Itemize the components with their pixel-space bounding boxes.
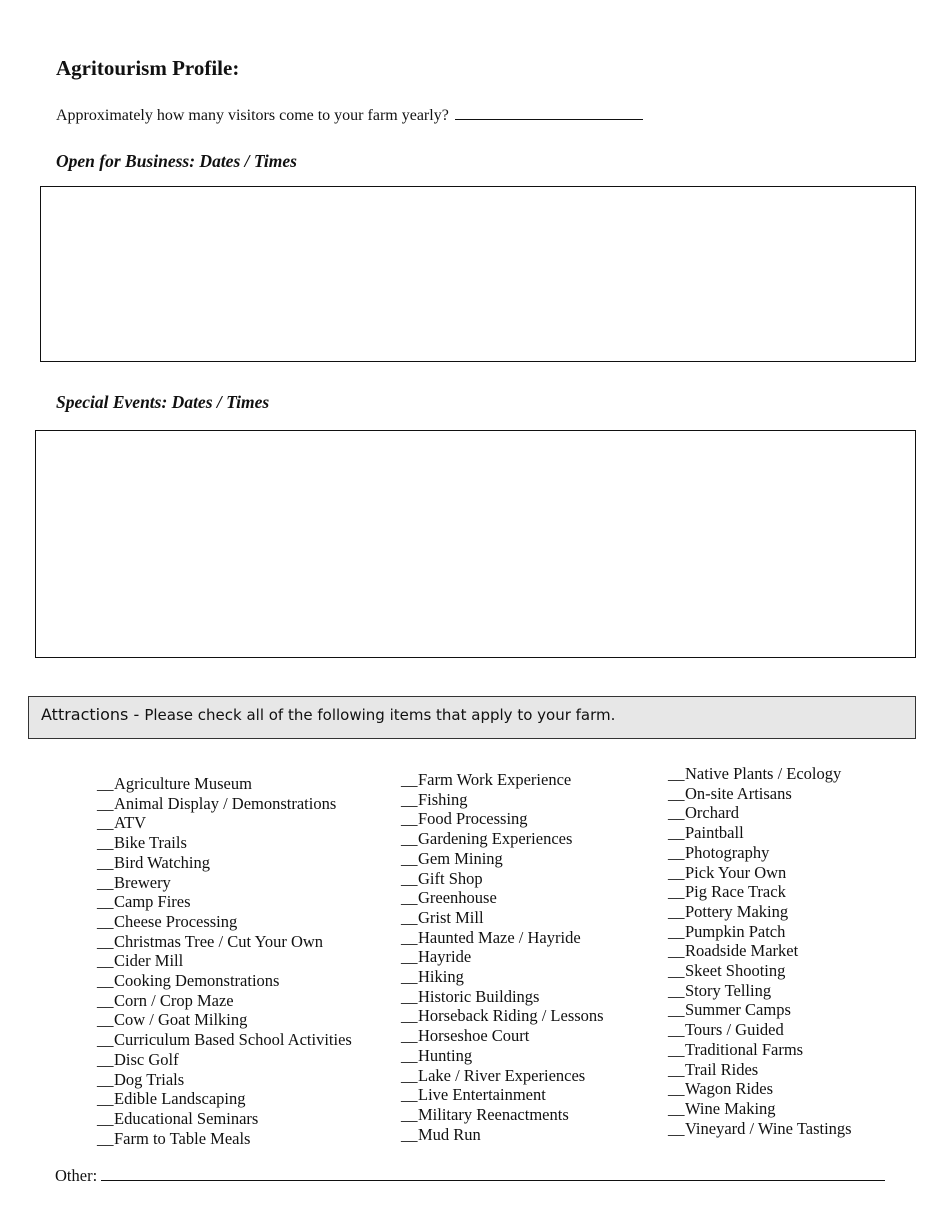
- attraction-checkbox-blank[interactable]: __: [401, 947, 418, 967]
- attraction-checkbox-blank[interactable]: __: [668, 764, 685, 783]
- attraction-item[interactable]: [668, 1040, 852, 1060]
- attractions-instruction: Please check all of the following items that apply to your farm.: [144, 706, 616, 724]
- attraction-label: Farm Work Experience: [418, 770, 572, 789]
- attraction-label: Paintball: [685, 823, 744, 843]
- attraction-label: Fishing: [418, 789, 468, 809]
- attraction-label: Live Entertainment: [418, 1085, 546, 1105]
- attraction-item[interactable]: [401, 1125, 604, 1145]
- attraction-checkbox-blank[interactable]: __: [97, 852, 114, 872]
- attraction-item[interactable]: [401, 1026, 604, 1046]
- attraction-item[interactable]: [401, 947, 604, 967]
- attraction-label: Hiking: [418, 967, 464, 987]
- attraction-label: Cider Mill: [114, 951, 184, 971]
- attraction-label: Christmas Tree / Cut Your Own: [114, 931, 324, 951]
- attraction-label: Roadside Market: [685, 941, 799, 961]
- attraction-item[interactable]: [668, 843, 852, 863]
- attraction-item[interactable]: [668, 1060, 852, 1080]
- attraction-checkbox-blank[interactable]: __: [401, 829, 418, 849]
- attraction-label: Cooking Demonstrations: [114, 971, 280, 991]
- attraction-item[interactable]: [668, 981, 852, 1001]
- attraction-item[interactable]: [97, 833, 352, 853]
- attraction-item[interactable]: [401, 849, 604, 869]
- attraction-item[interactable]: [401, 809, 604, 829]
- attraction-checkbox-blank[interactable]: __: [97, 1089, 114, 1109]
- attraction-checkbox-blank[interactable]: __: [401, 789, 418, 809]
- attraction-checkbox-blank[interactable]: __: [401, 927, 418, 947]
- attraction-item[interactable]: [97, 912, 352, 932]
- attraction-item[interactable]: [668, 1000, 852, 1020]
- attraction-checkbox-blank[interactable]: __: [668, 980, 685, 1000]
- attraction-checkbox-blank[interactable]: __: [97, 971, 114, 991]
- attraction-checkbox-blank[interactable]: __: [97, 1010, 114, 1030]
- attraction-checkbox-blank[interactable]: __: [401, 1124, 418, 1144]
- attraction-checkbox-blank[interactable]: __: [401, 986, 418, 1006]
- attraction-label: Native Plants / Ecology: [685, 764, 842, 783]
- attraction-label: Bird Watching: [114, 852, 210, 872]
- attraction-label: Trail Rides: [685, 1059, 759, 1079]
- attraction-label: Traditional Farms: [685, 1039, 804, 1059]
- attraction-checkbox-blank[interactable]: __: [401, 1026, 418, 1046]
- attraction-label: Horseshoe Court: [418, 1026, 530, 1046]
- attraction-item[interactable]: [97, 1010, 352, 1030]
- attraction-label: Cow / Goat Milking: [114, 1010, 248, 1030]
- attraction-item[interactable]: [401, 1046, 604, 1066]
- visitors-question: [56, 105, 643, 125]
- attraction-checkbox-blank[interactable]: __: [401, 1006, 418, 1026]
- attraction-checkbox-blank[interactable]: __: [97, 793, 114, 813]
- attraction-label: Pig Race Track: [685, 882, 786, 902]
- attraction-item[interactable]: [97, 873, 352, 893]
- attraction-label: Pick Your Own: [685, 862, 787, 882]
- attraction-item[interactable]: [97, 971, 352, 991]
- attraction-label: Tours / Guided: [685, 1020, 784, 1040]
- attraction-label: Food Processing: [418, 809, 528, 829]
- attraction-item[interactable]: [97, 1070, 352, 1090]
- page-title: Agritourism Profile:: [56, 56, 240, 80]
- attraction-checkbox-blank[interactable]: __: [668, 1059, 685, 1079]
- attraction-checkbox-blank[interactable]: __: [668, 1039, 685, 1059]
- attraction-checkbox-blank[interactable]: __: [97, 1128, 114, 1148]
- attraction-item[interactable]: [97, 813, 352, 833]
- attraction-label: Curriculum Based School Activities: [114, 1030, 352, 1050]
- attraction-label: ATV: [114, 813, 147, 833]
- attraction-label: Cheese Processing: [114, 911, 238, 931]
- visitors-answer-field[interactable]: [455, 105, 643, 120]
- attraction-item[interactable]: [97, 1089, 352, 1109]
- attraction-label: Summer Camps: [685, 1000, 791, 1020]
- attraction-label: Pottery Making: [685, 901, 789, 921]
- attraction-checkbox-blank[interactable]: __: [668, 1098, 685, 1118]
- attraction-item[interactable]: [401, 987, 604, 1007]
- attraction-checkbox-blank[interactable]: __: [97, 833, 114, 853]
- attraction-checkbox-blank[interactable]: __: [97, 872, 114, 892]
- attraction-checkbox-blank[interactable]: __: [668, 961, 685, 981]
- attraction-item[interactable]: [668, 863, 852, 883]
- attraction-item[interactable]: [401, 1066, 604, 1086]
- attraction-checkbox-blank[interactable]: __: [401, 967, 418, 987]
- attraction-item[interactable]: [97, 1050, 352, 1070]
- attraction-checkbox-blank[interactable]: __: [668, 803, 685, 823]
- attraction-checkbox-blank[interactable]: __: [668, 783, 685, 803]
- attraction-label: Disc Golf: [114, 1049, 179, 1069]
- attraction-label: Educational Seminars: [114, 1108, 259, 1128]
- other-row: [55, 1166, 885, 1186]
- attraction-item[interactable]: [668, 823, 852, 843]
- attraction-checkbox-blank[interactable]: __: [668, 1020, 685, 1040]
- attraction-label: Orchard: [685, 803, 740, 823]
- attraction-label: Greenhouse: [418, 888, 497, 908]
- attraction-checkbox-blank[interactable]: __: [97, 892, 114, 912]
- attraction-checkbox-blank[interactable]: __: [401, 770, 418, 789]
- attraction-checkbox-blank[interactable]: __: [97, 911, 114, 931]
- attraction-label: Farm to Table Meals: [114, 1128, 251, 1148]
- attraction-checkbox-blank[interactable]: __: [668, 901, 685, 921]
- attraction-checkbox-blank[interactable]: __: [668, 882, 685, 902]
- attraction-label: Story Telling: [685, 980, 772, 1000]
- attraction-item[interactable]: [401, 770, 604, 790]
- attraction-label: Corn / Crop Maze: [114, 990, 234, 1010]
- attraction-item[interactable]: [401, 869, 604, 889]
- attraction-item[interactable]: [401, 908, 604, 928]
- attraction-item[interactable]: [97, 1109, 352, 1129]
- open-business-title: Open for Business: Dates / Times: [56, 151, 297, 171]
- attraction-checkbox-blank[interactable]: __: [401, 868, 418, 888]
- attraction-label: Historic Buildings: [418, 986, 540, 1006]
- attraction-checkbox-blank[interactable]: __: [668, 941, 685, 961]
- attraction-item[interactable]: [401, 790, 604, 810]
- attraction-checkbox-blank[interactable]: __: [97, 813, 114, 833]
- attraction-label: Skeet Shooting: [685, 961, 786, 981]
- attraction-item[interactable]: [401, 888, 604, 908]
- attractions-column-3: [668, 764, 852, 1138]
- open-business-input-box[interactable]: [40, 186, 916, 362]
- attraction-checkbox-blank[interactable]: __: [401, 1065, 418, 1085]
- attraction-item[interactable]: [668, 961, 852, 981]
- attractions-heading-label: Attractions: [41, 705, 129, 724]
- attractions-heading: [41, 705, 615, 724]
- attraction-checkbox-blank[interactable]: __: [668, 1118, 685, 1138]
- attraction-label: Hayride: [418, 947, 472, 967]
- attraction-item[interactable]: [668, 803, 852, 823]
- attraction-label: Gardening Experiences: [418, 829, 573, 849]
- attraction-item[interactable]: [668, 1119, 852, 1139]
- other-label: Other:: [55, 1166, 98, 1185]
- attraction-item[interactable]: [668, 1079, 852, 1099]
- attraction-item[interactable]: [668, 941, 852, 961]
- attraction-item[interactable]: [97, 932, 352, 952]
- attraction-label: Photography: [685, 842, 770, 862]
- attraction-item[interactable]: [97, 1030, 352, 1050]
- attraction-checkbox-blank[interactable]: __: [401, 809, 418, 829]
- attraction-checkbox-blank[interactable]: __: [668, 862, 685, 882]
- attraction-item[interactable]: [97, 892, 352, 912]
- attraction-checkbox-blank[interactable]: __: [401, 1104, 418, 1124]
- attraction-label: Horseback Riding / Lessons: [418, 1006, 604, 1026]
- attraction-label: Military Reenactments: [418, 1104, 569, 1124]
- attraction-checkbox-blank[interactable]: __: [668, 1000, 685, 1020]
- attraction-checkbox-blank[interactable]: __: [97, 774, 114, 793]
- attraction-label: Brewery: [114, 872, 171, 892]
- special-events-input-box[interactable]: [35, 430, 916, 658]
- visitors-question-text: Approximately how many visitors come to your farm yearly?: [56, 107, 449, 124]
- attraction-label: Mud Run: [418, 1124, 481, 1144]
- attraction-item[interactable]: [97, 853, 352, 873]
- attraction-label: Lake / River Experiences: [418, 1065, 586, 1085]
- attraction-item[interactable]: [401, 1085, 604, 1105]
- attraction-label: Wine Making: [685, 1098, 776, 1118]
- attraction-label: Dog Trials: [114, 1069, 185, 1089]
- attraction-checkbox-blank[interactable]: __: [401, 907, 418, 927]
- attraction-checkbox-blank[interactable]: __: [97, 951, 114, 971]
- attraction-checkbox-blank[interactable]: __: [97, 931, 114, 951]
- special-events-title: Special Events: Dates / Times: [56, 392, 270, 412]
- attraction-label: Bike Trails: [114, 833, 187, 853]
- attraction-item[interactable]: [401, 1105, 604, 1125]
- attraction-item[interactable]: [668, 1099, 852, 1119]
- attraction-label: Pumpkin Patch: [685, 921, 786, 941]
- attraction-label: Hunting: [418, 1045, 473, 1065]
- attraction-label: Haunted Maze / Hayride: [418, 927, 581, 947]
- attraction-checkbox-blank[interactable]: __: [668, 921, 685, 941]
- attraction-item[interactable]: [668, 784, 852, 804]
- attraction-label: Agriculture Museum: [114, 774, 252, 793]
- attraction-checkbox-blank[interactable]: __: [401, 848, 418, 868]
- attraction-checkbox-blank[interactable]: __: [668, 1079, 685, 1099]
- attraction-checkbox-blank[interactable]: __: [401, 888, 418, 908]
- attraction-checkbox-blank[interactable]: __: [401, 1085, 418, 1105]
- attractions-column-2: [401, 770, 604, 1144]
- attraction-item[interactable]: [97, 774, 352, 794]
- attraction-item[interactable]: [97, 991, 352, 1011]
- attractions-column-1: [97, 774, 352, 1148]
- attraction-checkbox-blank[interactable]: __: [97, 1108, 114, 1128]
- attraction-label: On-site Artisans: [685, 783, 792, 803]
- attraction-item[interactable]: [668, 922, 852, 942]
- attraction-label: Animal Display / Demonstrations: [114, 793, 337, 813]
- attraction-item[interactable]: [668, 1020, 852, 1040]
- attraction-label: Gift Shop: [418, 868, 483, 888]
- attraction-item[interactable]: [97, 794, 352, 814]
- other-input-field[interactable]: [101, 1166, 885, 1181]
- attraction-item[interactable]: [401, 928, 604, 948]
- attraction-item[interactable]: [668, 764, 852, 784]
- attraction-item[interactable]: [668, 882, 852, 902]
- attraction-checkbox-blank[interactable]: __: [97, 1030, 114, 1050]
- attraction-checkbox-blank[interactable]: __: [668, 842, 685, 862]
- attraction-label: Grist Mill: [418, 907, 484, 927]
- attraction-item[interactable]: [401, 967, 604, 987]
- attraction-item[interactable]: [97, 1129, 352, 1149]
- attraction-item[interactable]: [401, 829, 604, 849]
- attraction-label: Camp Fires: [114, 892, 191, 912]
- attraction-label: Vineyard / Wine Tastings: [685, 1118, 852, 1138]
- attraction-label: Gem Mining: [418, 848, 503, 868]
- attraction-checkbox-blank[interactable]: __: [97, 1069, 114, 1089]
- attractions-separator: -: [128, 705, 145, 724]
- attraction-checkbox-blank[interactable]: __: [668, 823, 685, 843]
- attractions-header-bar: [28, 696, 916, 739]
- attraction-label: Edible Landscaping: [114, 1089, 246, 1109]
- attraction-checkbox-blank[interactable]: __: [97, 990, 114, 1010]
- attraction-checkbox-blank[interactable]: __: [97, 1049, 114, 1069]
- attraction-item[interactable]: [97, 951, 352, 971]
- attraction-item[interactable]: [401, 1006, 604, 1026]
- attraction-checkbox-blank[interactable]: __: [401, 1045, 418, 1065]
- attraction-item[interactable]: [668, 902, 852, 922]
- attraction-label: Wagon Rides: [685, 1079, 774, 1099]
